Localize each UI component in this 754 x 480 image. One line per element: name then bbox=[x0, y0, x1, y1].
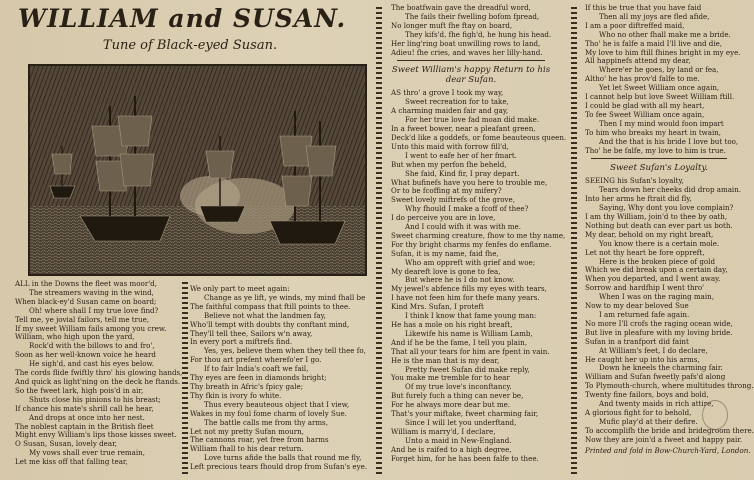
poem-line: My deareft love is gone to fea, bbox=[391, 266, 501, 276]
poem-line: Who am oppreft with grief and woe; bbox=[405, 257, 536, 267]
poem-line: Forget him, for he has been falfe to thee. bbox=[391, 453, 539, 463]
poem-line: William and Sufan fweetly pafs'd along bbox=[585, 372, 726, 382]
poem-line: William, who high upon the yard, bbox=[15, 332, 135, 342]
poem-line: I think I know that fame young man: bbox=[405, 311, 537, 321]
poem-line: For thou art prefent wherefo'er I go. bbox=[190, 355, 322, 365]
poem-line: And drops at once into her nest. bbox=[29, 412, 145, 422]
poem-line: And twenty maids in rich attire, bbox=[599, 399, 714, 409]
poem-line: The streamers waving in the wind, bbox=[29, 287, 154, 297]
poem-line: Of my true love's inconftancy. bbox=[405, 382, 512, 392]
poem-line: You make me tremble for to hear bbox=[391, 373, 510, 383]
poem-line: William fhall to his dear return. bbox=[190, 444, 304, 454]
poem-line: The noblest captain in the British fleet bbox=[15, 421, 154, 431]
poem-line: Down he kneels the charming fair. bbox=[599, 363, 723, 373]
ships-woodcut-svg bbox=[30, 66, 365, 274]
poem-line: I am thy William, join'd to thee by oath, bbox=[585, 212, 728, 222]
poem-line: Tho' he is falfe a maid I'll live and die, bbox=[585, 38, 723, 48]
poem-line: Sufan in a tranfport did faint bbox=[585, 336, 689, 346]
poem-line: Thy eyes are feen in diamonds bright; bbox=[190, 373, 327, 383]
poem-line: Tears down her cheeks did drop amain. bbox=[599, 185, 742, 195]
poem-line: Likewife his name is William Lamb, bbox=[405, 328, 533, 338]
poem-line: Kind Mrs. Sufan, I proteft bbox=[391, 302, 484, 312]
poem-line: Who no other fhall make me a bride. bbox=[599, 29, 731, 39]
poem-line: A glorious fight for to behold, bbox=[585, 407, 692, 417]
section-rule bbox=[397, 60, 545, 61]
poem-line: Sorrow and hardfhip I went thro' bbox=[585, 283, 705, 293]
poem-column-1 bbox=[15, 279, 183, 476]
poem-line: Believe not what the landmen fay, bbox=[204, 310, 326, 320]
poem-line: Since I will let you underftand, bbox=[405, 417, 517, 427]
poem-line: They kifs'd, fhe figh'd, he hung his head. bbox=[405, 29, 552, 39]
poem-line: Let not thy heart be fore oppreft, bbox=[585, 247, 705, 257]
poem-line: Her ling'ring boat unwilling rows to land, bbox=[391, 38, 541, 48]
library-stamp bbox=[702, 400, 728, 430]
poem-line: Yes, yes, believe them when they tell thee fo, bbox=[204, 346, 366, 356]
poem-line: Love turns afide the balls that round me fly, bbox=[204, 453, 362, 463]
poem-line: If my sweet William fails among you crew. bbox=[15, 323, 167, 333]
poem-column-3 bbox=[391, 3, 567, 476]
poem-line: When black-ey'd Susan came on board; bbox=[15, 296, 157, 306]
poem-line: For thy bright charms my fenfes do enflame. bbox=[391, 239, 552, 249]
page-title: WILLIAM and SUSAN. bbox=[18, 4, 347, 33]
poem-line: The cannons roar, yet free from harms bbox=[190, 435, 329, 445]
section-heading: Sweet William's happy Return to his dear Sufan. bbox=[391, 65, 551, 86]
poem-line: To fee Sweet William once again, bbox=[585, 109, 705, 119]
poem-line: Mufic play'd at their defire. bbox=[599, 416, 698, 426]
poem-line: All happinefs attend my dear, bbox=[585, 56, 691, 66]
poem-line: In every port a miftrefs find. bbox=[190, 337, 293, 347]
poem-line: Let me kiss off that falling tear, bbox=[15, 457, 128, 467]
poem-line: Why fhould I make a fcoff of thee? bbox=[405, 204, 529, 214]
section-rule bbox=[591, 158, 727, 159]
poem-line: Sweet lovely miftrefs of the grove, bbox=[391, 195, 515, 205]
poem-line: But furely fuch a thing can never be, bbox=[391, 391, 524, 401]
poem-line: Who'll tempt with doubts thy conftant mind, bbox=[190, 319, 350, 329]
poem-line: At William's feet, I do declare, bbox=[599, 345, 708, 355]
poem-line: I have not feen him for thefe many years. bbox=[391, 293, 540, 303]
poem-line: I could be glad with all my heart, bbox=[585, 100, 705, 110]
poem-line: The cords flide fwiftly thro' his glowing hands, bbox=[15, 368, 183, 378]
poem-line: Thus every beauteous object that I view, bbox=[204, 399, 350, 409]
poem-line: We only part to meet again: bbox=[190, 284, 290, 293]
poem-line: Pretty fweet Sufan did make reply, bbox=[405, 364, 530, 374]
poem-line: But live in pleafure with my loving bride. bbox=[585, 327, 733, 337]
poem-line: Here is the broken piece of gold bbox=[599, 256, 715, 266]
poem-line: And I could wifh it was with me. bbox=[405, 222, 521, 232]
poem-line: For he always more dear but me. bbox=[391, 400, 511, 410]
poem-line: That all your tears for him are fpent in vain. bbox=[391, 346, 550, 356]
poem-line: Yet let Sweet William once again, bbox=[599, 83, 720, 93]
poem-line: Adieu! fhe cries, and waves her lilly-hand. bbox=[391, 47, 543, 57]
poem-line: Nothing but death can ever part us both. bbox=[585, 220, 733, 230]
poem-line: Oh! where shall I my true love find? bbox=[29, 305, 159, 315]
poem-line: The boatfwain gave the dreadful word, bbox=[391, 3, 531, 12]
poem-line: Let not my pretty Sufan mourn, bbox=[190, 426, 304, 436]
poem-line: Thy fkin is ivory fo white. bbox=[190, 390, 282, 400]
poem-line: The battle calls me from thy arms, bbox=[204, 417, 328, 427]
poem-line: And quick as light'ning on the deck he ftands. bbox=[15, 376, 181, 386]
poem-column-2 bbox=[190, 285, 368, 475]
poem-line: William is marry'd, I declare, bbox=[391, 426, 496, 436]
section-heading: Sweet Sufan's Loyalty. bbox=[610, 163, 708, 174]
poem-line: Unto this maid with forrow fill'd, bbox=[391, 141, 509, 151]
poem-line: Deck'd like a goddefs, or fome beauteous queen. bbox=[391, 132, 567, 142]
poem-line: When I was on the raging main, bbox=[599, 292, 714, 302]
poem-line: To him who breaks my heart in twain, bbox=[585, 127, 722, 137]
poem-line: Twenty fine failors, boys and bold, bbox=[585, 390, 709, 400]
poem-line: Into her arms he ftrait did fly, bbox=[585, 194, 692, 204]
poem-line: He is the man that is my dear, bbox=[391, 355, 500, 365]
column-divider bbox=[182, 282, 188, 474]
poem-line: Unto a maid in New-England. bbox=[405, 435, 512, 445]
poem-line: Might envy William's lips those kisses sweet. bbox=[15, 430, 177, 440]
poem-line: If to fair India's coaft we fail, bbox=[204, 364, 309, 374]
column-divider bbox=[376, 6, 382, 474]
poem-line: I am a poor diftreffed maid, bbox=[585, 20, 685, 30]
poem-line: Tho' he be falfe, my love to him is true. bbox=[585, 145, 726, 155]
poem-line: ALL in the Downs the fleet was moor'd, bbox=[15, 279, 157, 288]
poem-line: My jewel's abfence fills my eyes with tears, bbox=[391, 284, 547, 294]
poem-line: They'll tell thee, Sailors w'n away, bbox=[190, 328, 313, 338]
poem-line: Sweet recreation for to take, bbox=[405, 97, 509, 107]
poem-line: In a fweet bower, near a pleafant green, bbox=[391, 124, 536, 134]
poem-line: To Plymouth-church, where multitudes throng. bbox=[585, 381, 754, 391]
poem-line: My dear, behold on my right breaft, bbox=[585, 229, 714, 239]
poem-line: Left precious tears fhould drop from Sufan's eye. bbox=[190, 462, 368, 472]
poem-line: Shuts close his pinions to his breast; bbox=[29, 394, 161, 404]
poem-line: She faid, Kind fir, I pray depart. bbox=[405, 168, 520, 178]
poem-line: But where he is I do not know. bbox=[405, 275, 515, 285]
poem-line: I do perceive you are in love, bbox=[391, 213, 496, 223]
poem-line: Tell me, ye jovial failors, tell me true, bbox=[15, 314, 150, 324]
poem-line: I am returned fafe again. bbox=[599, 310, 690, 319]
poem-line: So the fweet lark, high pois'd in air, bbox=[15, 385, 144, 395]
poem-line: To accomplifh the bride and bridegroom there. bbox=[585, 425, 754, 435]
poem-line: AS thro' a grove I took my way, bbox=[391, 88, 504, 98]
poem-line: SEEING his Sufan's loyalty, bbox=[585, 176, 684, 186]
poem-line: Change as ye lift, ye winds, my mind fhall be bbox=[204, 292, 366, 302]
ships-woodcut-image bbox=[28, 64, 367, 276]
poem-line: What bufinefs have you here to trouble me, bbox=[391, 177, 548, 187]
poem-line: Sufan, it is my name, faid fhe, bbox=[391, 248, 499, 258]
poem-line: And he is raifed to a high degree, bbox=[391, 444, 512, 454]
poem-line: Altho' he has prov'd falfe to me. bbox=[585, 74, 700, 84]
poem-line: Rock'd with the billows to and fro', bbox=[29, 341, 155, 351]
poem-line: He has a mole on his right breaft, bbox=[391, 320, 513, 329]
poem-line: If chance his mate's shrill call he hear, bbox=[15, 403, 154, 413]
column-divider bbox=[571, 6, 577, 474]
poem-line: He sigh'd, and cast his eyes below. bbox=[29, 359, 154, 369]
poem-line: That's your miftake, fweet charming fair, bbox=[391, 409, 539, 419]
poem-line: I cannot help but love Sweet William ftill. bbox=[585, 92, 735, 102]
poem-line: Now they are join'd a fweet and happy pair. bbox=[585, 434, 743, 444]
poem-line: Soon as her well-known voice he heard bbox=[15, 350, 156, 360]
poem-line: The fails their fwelling bofom fpread, bbox=[405, 11, 540, 21]
poem-line: No longer muft fhe ftay on board, bbox=[391, 20, 513, 30]
poem-line: Then all my joys are fled afide, bbox=[599, 11, 710, 21]
poem-line: Now to my dear beloved Sue bbox=[585, 301, 689, 311]
poem-line: No more I'll crofs the raging ocean wide, bbox=[585, 318, 733, 328]
poem-line: Or to be fcoffing at my mifery? bbox=[391, 186, 502, 196]
poem-line: My love to him ftill fhines bright in my eye. bbox=[585, 47, 741, 57]
poem-line: When you departed, and I went away. bbox=[585, 274, 721, 284]
poem-line: O Susan, Susan, lovely dear, bbox=[15, 439, 117, 449]
poem-line: The faithful compass that ftill points to thee. bbox=[190, 301, 351, 311]
page-subtitle: Tune of Black-eyed Susan. bbox=[102, 38, 278, 53]
poem-line: And the that is his bride I love but too, bbox=[599, 136, 739, 146]
poem-line: But when my perfon fhe beheld, bbox=[391, 159, 507, 169]
poem-line: Thy breath in Afric's fpicy gale; bbox=[190, 381, 304, 391]
poem-line: A charming maiden fair and gay, bbox=[391, 106, 509, 116]
poem-line: You know there is a certain mole. bbox=[599, 238, 720, 248]
poem-line: Where'er he goes, by land or fea, bbox=[599, 65, 719, 75]
poem-line: Sweet charming creature, fhow to me thy name, bbox=[391, 230, 566, 240]
poem-line: I went to eafe her of her fmart. bbox=[405, 150, 517, 160]
poem-line: Which we did break upon a certain day, bbox=[585, 265, 728, 275]
poem-line: Saying, Why dont you love complain? bbox=[599, 203, 734, 213]
poem-line: He caught her up into his arms, bbox=[585, 354, 700, 364]
poem-line: And if he be the fame, I tell you plain, bbox=[391, 337, 527, 347]
poem-line: For her true love fad moan did make. bbox=[405, 115, 540, 125]
poem-line: Then I my mind would foon impart bbox=[599, 118, 724, 128]
poem-line: My vows shall ever true remain, bbox=[29, 448, 145, 458]
poem-line: If this be true that you have faid bbox=[585, 3, 702, 12]
poem-line: Wakes in my foul fome charm of lovely Sue. bbox=[190, 408, 347, 418]
printer-imprint: Printed and fold in Bow-Church-Yard, London. bbox=[585, 445, 751, 455]
